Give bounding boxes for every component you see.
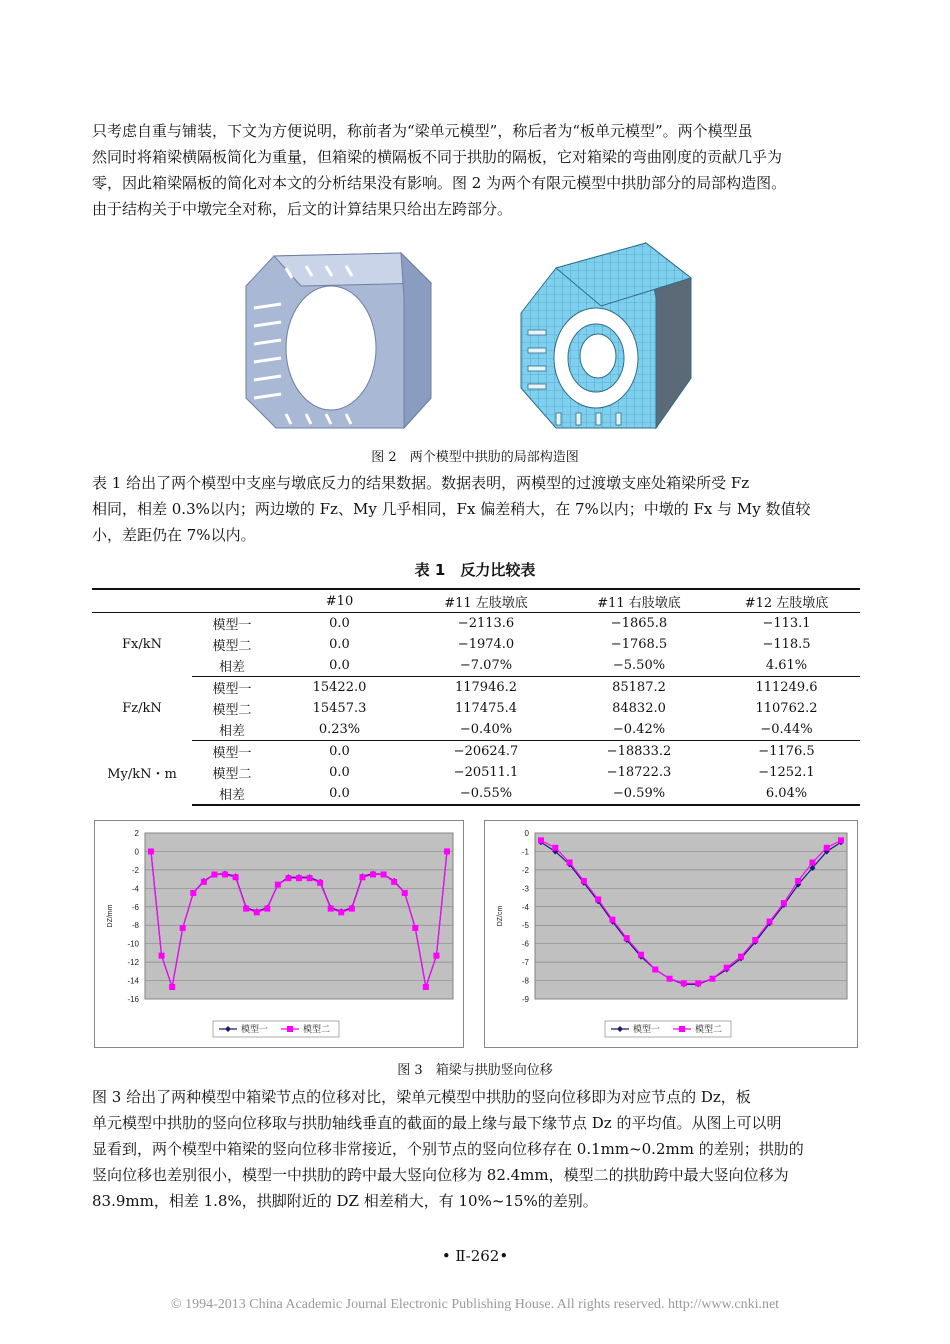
figure-2-rib-models <box>226 238 726 438</box>
data-point <box>328 906 334 912</box>
data-point <box>264 906 270 912</box>
legend-label: 模型二 <box>303 1025 331 1035</box>
data-point <box>201 879 207 885</box>
table-cell: −20511.1 <box>453 765 519 780</box>
table-cell: 0.0 <box>329 616 350 631</box>
table-row <box>92 741 860 763</box>
row-label: 模型一 <box>212 746 252 761</box>
legend-marker <box>287 1026 293 1032</box>
table-row <box>92 677 860 699</box>
data-point <box>180 925 186 931</box>
table-cell: −118.5 <box>762 637 811 652</box>
text-line: 显看到，两个模型中箱梁的竖向位移非常接近，个别节点的竖向位移存在 0.1mm~0.2mm 的差别；拱肋的 <box>92 1140 804 1158</box>
table-cell: 117946.2 <box>454 680 518 695</box>
y-tick-label: -5 <box>521 921 529 931</box>
table-row <box>92 613 860 635</box>
text-line: 表 1 给出了两个模型中支座与墩底反力的结果数据。数据表明，两模型的过渡墩支座处箱梁所受 Fz <box>92 474 750 492</box>
group-label: Fx/kN <box>122 637 162 653</box>
y-tick-label: -14 <box>127 976 139 986</box>
data-point <box>222 872 228 878</box>
data-point <box>795 878 801 884</box>
plot-area <box>535 833 847 999</box>
data-point <box>169 984 175 990</box>
table-cell: 0.0 <box>329 637 350 652</box>
table-cell: −18833.2 <box>606 744 672 759</box>
data-point <box>652 966 658 972</box>
table-cell: −18722.3 <box>606 765 672 780</box>
data-point <box>767 919 773 925</box>
data-point <box>609 917 615 923</box>
data-point <box>738 954 744 960</box>
text-line: 小，差距仍在 7%以内。 <box>92 526 256 544</box>
legend-label: 模型二 <box>695 1025 723 1035</box>
data-point <box>359 874 365 880</box>
y-tick-label: -2 <box>521 865 529 875</box>
text-line: 零，因此箱梁隔板的简化对本文的分析结果没有影响。图 2 为两个有限元模型中拱肋部分的局部构造图。 <box>92 174 787 192</box>
data-point <box>296 875 302 881</box>
figure-3-caption: 图 3 箱梁与拱肋竖向位移 <box>397 1063 553 1078</box>
data-point <box>349 906 355 912</box>
y-tick-label: -3 <box>521 884 529 894</box>
table-row <box>92 698 860 719</box>
table-intro-paragraph <box>92 470 860 548</box>
text-line: 只考虑自重与铺装，下文为方便说明，称前者为“梁单元模型”，称后者为“板单元模型”。两个模型虽 <box>92 122 753 140</box>
plot-area <box>145 833 453 999</box>
data-point <box>824 845 830 851</box>
data-point <box>781 900 787 906</box>
row-label: 模型二 <box>212 703 252 718</box>
table-cell: 15457.3 <box>312 701 367 716</box>
y-tick-label: 2 <box>134 829 139 838</box>
data-point <box>391 879 397 885</box>
table-cell: −0.44% <box>713 719 860 741</box>
rib-displacement-chart <box>484 820 858 1048</box>
row-label: 模型一 <box>212 618 252 633</box>
data-point <box>567 860 573 866</box>
table-cell: 0.0 <box>272 783 407 805</box>
displacement-paragraph <box>92 1084 860 1214</box>
y-tick-label: -6 <box>131 902 139 912</box>
table-cell: 110762.2 <box>755 701 818 716</box>
text-line: 83.9mm，相差 1.8%，拱脚附近的 DZ 相差稍大，有 10%~15%的差别。 <box>92 1192 598 1210</box>
table-cell: −0.40% <box>407 719 565 741</box>
row-label: 模型二 <box>212 767 252 782</box>
header-cell: #11 左肢墩底 <box>407 589 565 613</box>
table-cell: 117475.4 <box>454 701 518 716</box>
text-line: 相同，相差 0.3%以内；两边墩的 Fz、My 几乎相同，Fx 偏差稍大，在 7%以内；中墩的 Fx 与 My 数值较 <box>92 500 811 518</box>
data-point <box>809 860 815 866</box>
data-point <box>552 845 558 851</box>
header-cell <box>192 589 272 613</box>
data-point <box>838 837 844 843</box>
y-tick-label: -4 <box>131 884 139 894</box>
legend-marker <box>679 1026 685 1032</box>
data-point <box>709 976 715 982</box>
y-tick-label: -7 <box>521 958 529 968</box>
table-cell: 6.04% <box>713 783 860 805</box>
legend-label: 模型一 <box>633 1025 661 1035</box>
data-point <box>402 890 408 896</box>
y-axis-label: DZ/cm <box>497 905 504 927</box>
data-point <box>317 880 323 886</box>
row-label: 模型一 <box>212 682 252 697</box>
text-line: 由于结构关于中墩完全对称，后文的计算结果只给出左跨部分。 <box>92 200 513 218</box>
table-cell: −1252.1 <box>758 765 815 780</box>
table-cell: −1176.5 <box>758 744 815 759</box>
header-cell <box>92 589 192 613</box>
copyright-footer: © 1994-2013 China Academic Journal Electronic Publishing House. All rights reserved. http://www.cnki.net <box>170 1297 780 1312</box>
row-label: 相差 <box>192 655 272 677</box>
group-label: Fz/kN <box>122 701 162 716</box>
data-point <box>667 976 673 982</box>
y-tick-label: -8 <box>521 976 529 986</box>
y-tick-label: -1 <box>521 847 529 857</box>
table-cell: 15422.0 <box>312 680 367 695</box>
data-point <box>538 837 544 843</box>
intro-paragraph <box>92 118 860 222</box>
data-point <box>423 984 429 990</box>
y-axis-label: DZ/mm <box>107 904 114 928</box>
y-tick-label: 0 <box>524 829 529 838</box>
data-point <box>370 872 376 878</box>
y-tick-label: -16 <box>127 995 139 1004</box>
beam-model-illustration <box>246 253 431 428</box>
table-header-row <box>92 589 860 613</box>
row-label: 模型二 <box>212 639 252 654</box>
table-1-title: 表 1 反力比较表 <box>414 561 536 579</box>
table-cell: −1768.5 <box>610 637 668 652</box>
header-cell: #12 左肢墩底 <box>713 589 860 613</box>
reaction-comparison-table <box>92 588 860 806</box>
text-line: 竖向位移也差别很小，模型一中拱肋的跨中最大竖向位移为 82.4mm，模型二的拱肋跨中最大竖向位移为 <box>92 1166 789 1184</box>
data-point <box>581 878 587 884</box>
header-cell: #10 <box>272 589 407 613</box>
table-cell: −2113.6 <box>457 616 515 631</box>
y-tick-label: -12 <box>127 958 139 968</box>
table-row <box>92 719 860 741</box>
table-cell: −113.1 <box>762 616 811 631</box>
data-point <box>624 935 630 941</box>
header-cell: #11 右肢墩底 <box>565 589 713 613</box>
data-point <box>159 953 165 959</box>
table-cell: −5.50% <box>565 655 713 677</box>
data-point <box>695 980 701 986</box>
y-tick-label: -9 <box>521 995 529 1004</box>
data-point <box>444 848 450 854</box>
table-cell: −20624.7 <box>453 744 519 759</box>
data-point <box>412 925 418 931</box>
y-tick-label: -6 <box>521 939 529 949</box>
girder-displacement-chart <box>94 820 464 1048</box>
text-line: 单元模型中拱肋的竖向位移取与拱肋轴线垂直的截面的最上缘与最下缘节点 Dz 的平均值。从图上可以明 <box>92 1114 782 1132</box>
data-point <box>433 953 439 959</box>
data-point <box>752 937 758 943</box>
row-label: 相差 <box>192 783 272 805</box>
data-point <box>338 909 344 915</box>
table-cell: −0.42% <box>565 719 713 741</box>
table-cell: 85187.2 <box>612 680 666 695</box>
table-cell: 0.0 <box>329 765 350 780</box>
data-point <box>681 980 687 986</box>
table-cell: 0.0 <box>272 655 407 677</box>
data-point <box>724 965 730 971</box>
text-line: 然同时将箱梁横隔板简化为重量，但箱梁的横隔板不同于拱肋的隔板，它对箱梁的弯曲刚度的贡献几乎为 <box>92 148 783 166</box>
text-line: 图 3 给出了两种模型中箱梁节点的位移对比，梁单元模型中拱肋的竖向位移即为对应节点的 Dz，板 <box>92 1088 751 1106</box>
y-tick-label: -10 <box>127 939 139 949</box>
group-label: My/kN・m <box>107 767 177 783</box>
data-point <box>211 872 217 878</box>
table-cell: −1974.0 <box>457 637 515 652</box>
table-cell: 84832.0 <box>612 701 666 716</box>
table-row <box>92 762 860 783</box>
table-cell: −7.07% <box>407 655 565 677</box>
table-cell: 111249.6 <box>755 680 818 695</box>
table-row <box>92 655 860 677</box>
data-point <box>307 875 313 881</box>
data-point <box>595 896 601 902</box>
data-point <box>285 875 291 881</box>
y-tick-label: -4 <box>521 902 529 912</box>
data-point <box>243 906 249 912</box>
y-tick-label: 0 <box>134 847 139 857</box>
y-tick-label: -2 <box>131 865 139 875</box>
table-cell: 0.23% <box>272 719 407 741</box>
data-point <box>638 952 644 958</box>
table-cell: 4.61% <box>713 655 860 677</box>
table-cell: −1865.8 <box>610 616 668 631</box>
table-cell: −0.55% <box>407 783 565 805</box>
data-point <box>190 890 196 896</box>
data-point <box>148 848 154 854</box>
data-point <box>233 874 239 880</box>
figure-2-caption: 图 2 两个模型中拱肋的局部构造图 <box>371 450 579 465</box>
data-point <box>275 882 281 888</box>
table-cell: 0.0 <box>329 744 350 759</box>
table-cell: −0.59% <box>565 783 713 805</box>
data-point <box>254 909 260 915</box>
page-number: • Ⅱ-262• <box>441 1247 509 1265</box>
legend-label: 模型一 <box>241 1025 269 1035</box>
data-point <box>381 872 387 878</box>
row-label: 相差 <box>192 719 272 741</box>
y-tick-label: -8 <box>131 921 139 931</box>
table-row <box>92 634 860 655</box>
table-row <box>92 783 860 805</box>
plate-model-illustration <box>521 243 691 428</box>
